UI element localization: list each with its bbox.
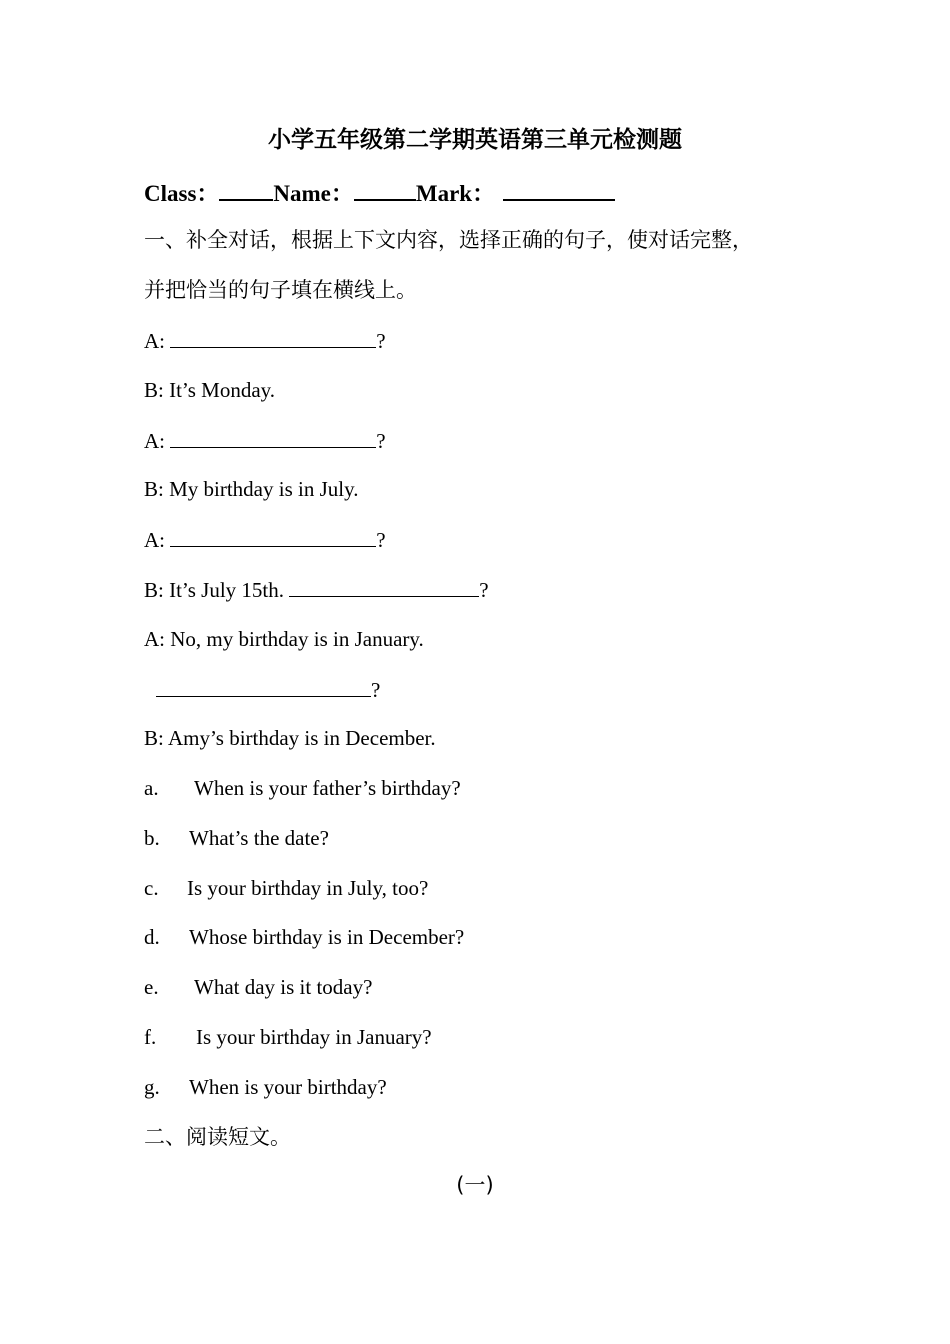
dialogue-text: My birthday is in July. — [169, 477, 359, 501]
option-letter: a. — [144, 776, 159, 800]
answer-blank-2[interactable] — [170, 427, 376, 448]
section1-instruction-line2: 并把恰当的句子填在横线上。 — [144, 278, 417, 302]
dialogue-text: Amy’s birthday is in December. — [167, 726, 436, 750]
option-text: What’s the date? — [189, 826, 329, 850]
option-text: Is your birthday in January? — [196, 1025, 432, 1049]
option-d — [144, 924, 464, 950]
dialogue-text: It’s Monday. — [169, 378, 276, 402]
class-blank[interactable] — [219, 177, 273, 201]
line-end: ? — [371, 678, 381, 702]
dialogue-line-7 — [144, 626, 424, 652]
dialogue-text: It’s July 15th. — [169, 578, 285, 602]
dialogue-line-6 — [144, 576, 489, 603]
option-text: What day is it today? — [194, 975, 373, 999]
speaker: A: — [144, 329, 165, 353]
answer-blank-4[interactable] — [289, 576, 479, 597]
option-letter: e. — [144, 975, 159, 999]
option-text: Is your birthday in July, too? — [187, 876, 429, 900]
option-text: When is your father’s birthday? — [194, 776, 461, 800]
answer-blank-3[interactable] — [170, 526, 376, 547]
line-end: ? — [376, 528, 386, 552]
dialogue-line-3 — [144, 427, 386, 454]
name-blank[interactable] — [354, 177, 416, 201]
speaker: A: — [144, 528, 165, 552]
option-b — [144, 825, 329, 851]
dialogue-line-8 — [156, 676, 380, 703]
line-end: ? — [376, 429, 386, 453]
answer-blank-5[interactable] — [156, 676, 371, 697]
line-end: ? — [479, 578, 489, 602]
option-letter: d. — [144, 925, 160, 949]
line-end: ? — [376, 329, 386, 353]
dialogue-line-2 — [144, 377, 275, 403]
speaker: B: — [144, 726, 164, 750]
dialogue-text: No, my birthday is in January. — [170, 627, 424, 651]
option-e — [144, 974, 372, 1000]
page-title: 小学五年级第二学期英语第三单元检测题 — [268, 127, 682, 153]
option-letter: c. — [144, 876, 159, 900]
section2-part-label: (一) — [456, 1173, 494, 1197]
section1-instruction-line1: 一、补全对话，根据上下文内容，选择正确的句子，使对话完整， — [144, 228, 753, 252]
option-f — [144, 1024, 432, 1050]
dialogue-line-5 — [144, 526, 386, 553]
mark-blank[interactable] — [503, 177, 615, 201]
option-letter: g. — [144, 1075, 160, 1099]
class-label: Class： — [144, 181, 220, 206]
speaker: B: — [144, 578, 164, 602]
option-a — [144, 775, 461, 801]
mark-label: Mark： — [415, 181, 496, 206]
section2-heading: 二、阅读短文。 — [144, 1125, 291, 1149]
student-info-row — [144, 177, 615, 207]
option-letter: b. — [144, 826, 160, 850]
dialogue-line-4 — [144, 476, 358, 502]
option-g — [144, 1074, 387, 1100]
speaker: A: — [144, 429, 165, 453]
speaker: B: — [144, 378, 164, 402]
option-text: When is your birthday? — [189, 1075, 387, 1099]
name-label: Name： — [273, 181, 354, 206]
option-c — [144, 875, 428, 901]
option-letter: f. — [144, 1025, 157, 1049]
answer-blank-1[interactable] — [170, 327, 376, 348]
speaker: A: — [144, 627, 165, 651]
dialogue-line-9 — [144, 725, 436, 751]
dialogue-line-1 — [144, 327, 386, 354]
option-text: Whose birthday is in December? — [189, 925, 465, 949]
speaker: B: — [144, 477, 164, 501]
